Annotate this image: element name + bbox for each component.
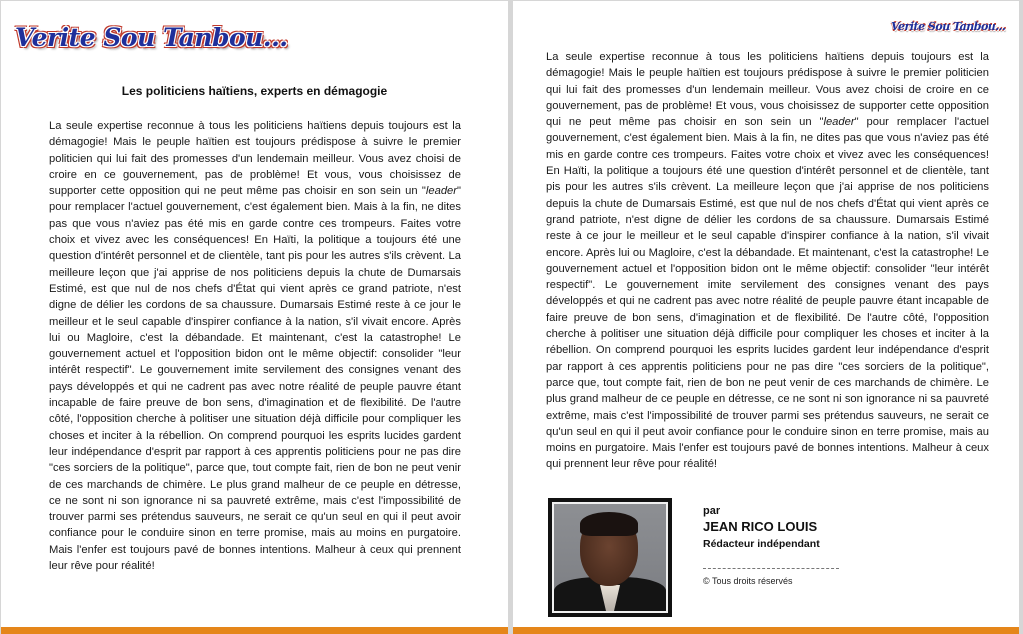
byline-divider: [703, 568, 839, 569]
article-title: Les politiciens haïtiens, experts en démagogie: [121, 84, 388, 98]
article-body: [49, 118, 461, 574]
body-part-2: " pour remplacer l'actuel gouvernement, c'est également bien. Mais à la fin, ne dites pas que vous n'aviez pas été mis en garde contre ces trompeurs. Faites votre choix et vivez avec les conséquences! En Haïti, la politique a toujours été une question d'intérêt personnel et de clientèle, tant pis pour les autres s'ils crèvent. La meilleure leçon que j'ai apprise de nos politiciens depuis la chute de Dumarsais Estimé, est que nul de nos chefs d'État qui vient après ce grand patriote, n'est digne de délier les cordons de sa chaussure. Dumarsais Estimé reste à ce jour le meilleur et le seul capable d'inspirer confiance à la nation, s'il vivait encore. Après lui ou Magloire, c'est la débandade. Et maintenant, c'est la catastrophe! Le gouvernement actuel et l'opposition bidon ont le même objectif: consolider "leur intérêt respectif". Le gouvernement imite servilement des consignes venant des pays développés et qui ne cadrent pas avec notre réalité de peuple pauvre étant incapable de faire preuve de bon sens, d'imagination et de flexibilité. De l'autre côté, l'opposition cherche à politiser une situation déjà difficile pour compliquer les choses et inciter à la rébellion. On comprend pourquoi les esprits lucides gardent leur indépendance d'esprit par rapport à ces apprentis politiciens pour ne pas dire "ces sorciers de la politique", parce que, tout compte fait, rien de bon ne peut venir de ces marchands de chimère. Le plus grand malheur de ce peuple en détresse, ce ne sont ni son ignorance ni sa pauvreté extrême, mais c'est l'impossibilité de trouver parmi ses prétendus sauveurs, ne serait ce qu'un seul en qui il peut avoir confiance pour le conduire sinon en terre promise, mais au moins en purgatoire. Mais l'enfer est toujours pavé de bonnes intentions. Malheur à ceux qui prennent leur rêve pour réalité!: [546, 116, 989, 471]
page-left: [1, 1, 508, 634]
author-role: Rédacteur indépendant: [703, 538, 820, 550]
logo-verite-sou-tanbou-small: Verite Sou Tanbou...: [891, 20, 1006, 33]
author-name: JEAN RICO LOUIS: [703, 519, 818, 534]
author-photo: [548, 498, 672, 617]
italic-leader: leader: [823, 116, 855, 129]
photo-hair: [580, 512, 638, 536]
body-part-1: La seule expertise reconnue à tous les politiciens haïtiens depuis toujours est la démagogie! Mais le peuple haïtien est toujours prédispose à suivre le premier politicien qui lui fait des promesses d'un lendemain meilleur. Vous avez choisi de croire en ce gouvernement, pas de problème! Et vous, vous choisissez de supporter cette opposition qui ne peut même pas choisir en son sein un ": [546, 51, 989, 129]
logo-verite-sou-tanbou: Verite Sou Tanbou...: [15, 23, 288, 52]
body-part-1: La seule expertise reconnue à tous les politiciens haïtiens depuis toujours est la démagogie! Mais le peuple haïtien est toujours prédispose à suivre le premier politicien qui lui fait des promesses d'un lendemain meilleur. Vous avez choisi de croire en ce gouvernement, pas de problème! Et vous, vous choisissez de supporter cette opposition qui ne peut même pas choisir en son sein un ": [49, 120, 461, 198]
page-right: [513, 1, 1019, 634]
footer-accent-bar: [1, 627, 508, 634]
author-photo-inner: [552, 502, 668, 613]
article-body-copy: [546, 49, 989, 473]
body-part-2: " pour remplacer l'actuel gouvernement, c'est également bien. Mais à la fin, ne dites pas que vous n'aviez pas été mis en garde contre ces trompeurs. Faites votre choix et vivez avec les conséquences! En Haïti, la politique a toujours été une question d'intérêt personnel et de clientèle, tant pis pour les autres s'ils crèvent. La meilleure leçon que j'ai apprise de nos politiciens depuis la chute de Dumarsais Estimé, est que nul de nos chefs d'État qui vient après ce grand patriote, n'est digne de délier les cordons de sa chaussure. Dumarsais Estimé reste à ce jour le meilleur et le seul capable d'inspirer confiance à la nation, s'il vivait encore. Après lui ou Magloire, c'est la débandade. Et maintenant, c'est la catastrophe! Le gouvernement actuel et l'opposition bidon ont le même objectif: consolider "leur intérêt respectif". Le gouvernement imite servilement des consignes venant des pays développés et qui ne cadrent pas avec notre réalité de peuple pauvre étant incapable de faire preuve de bon sens, d'imagination et de flexibilité. De l'autre côté, l'opposition cherche à politiser une situation déjà difficile pour compliquer les choses et inciter à la rébellion. On comprend pourquoi les esprits lucides gardent leur indépendance d'esprit par rapport à ces apprentis politiciens pour ne pas dire "ces sorciers de la politique", parce que, tout compte fait, rien de bon ne peut venir de ces marchands de chimère. Le plus grand malheur de ce peuple en détresse, ce ne sont ni son ignorance ni sa pauvreté extrême, mais c'est l'impossibilité de trouver parmi ses prétendus sauveurs, ne serait ce qu'un seul en qui il peut avoir confiance pour le conduire sinon en terre promise, mais au moins en purgatoire. Mais l'enfer est toujours pavé de bonnes intentions. Malheur à ceux qui prennent leur rêve pour réalité!: [49, 185, 461, 573]
italic-leader: leader: [425, 185, 458, 198]
footer-accent-bar: [513, 627, 1019, 634]
copyright-notice: © Tous droits réservés: [703, 576, 793, 586]
byline-par: par: [703, 505, 721, 517]
